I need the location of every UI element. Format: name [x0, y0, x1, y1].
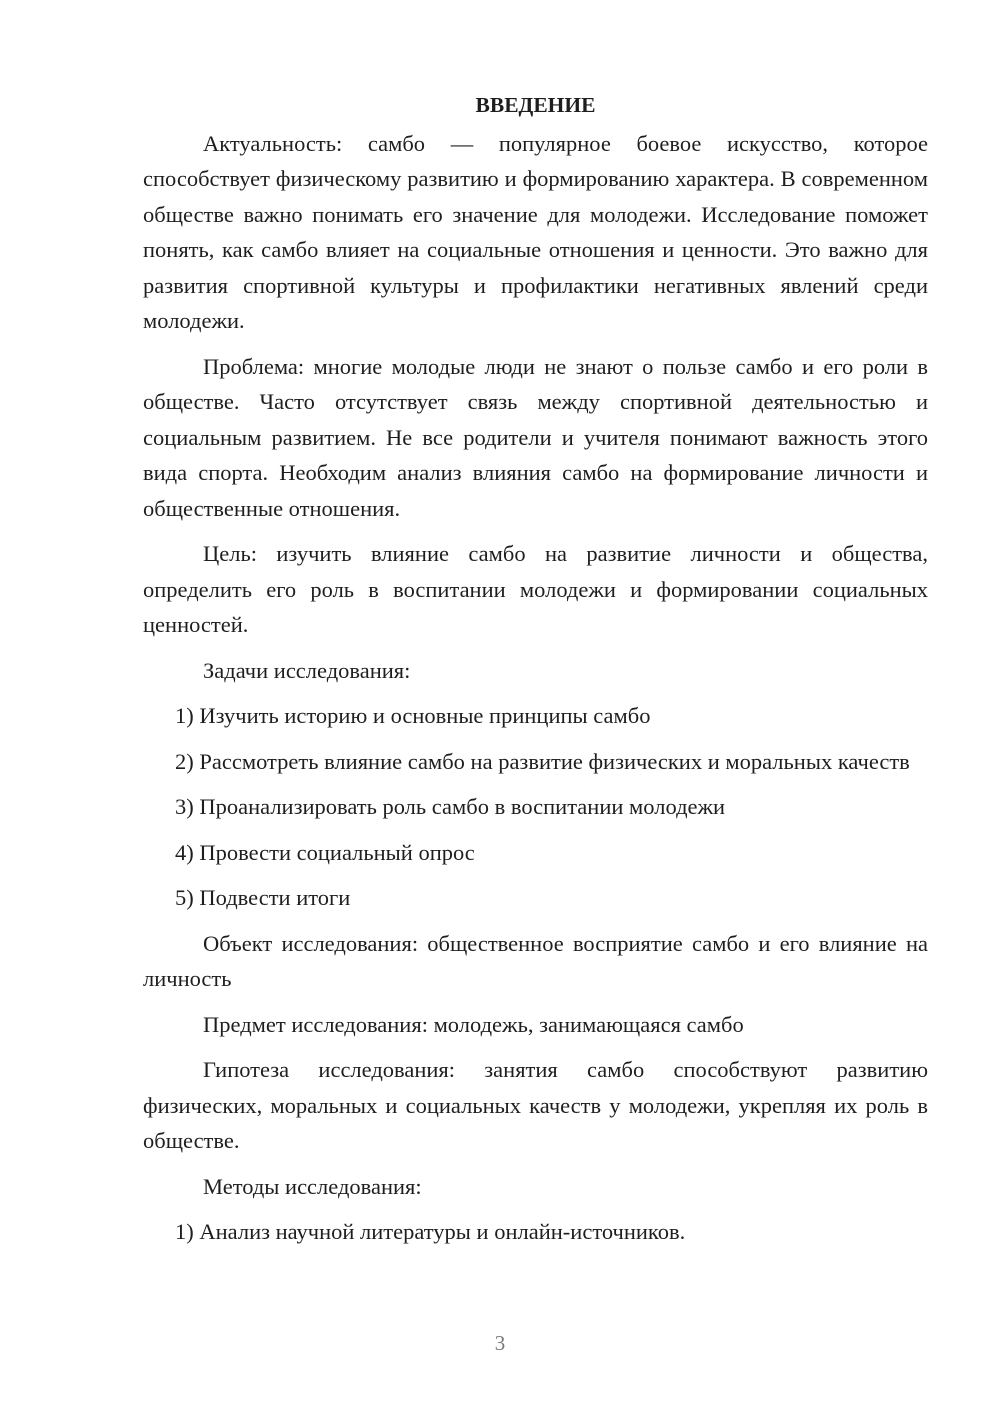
methods-heading: Методы исследования: [203, 1173, 422, 1199]
method-item-1: 1) Анализ научной литературы и онлайн-источников. [175, 1219, 686, 1244]
page-number: 3 [494, 1331, 506, 1355]
tasks-heading: Задачи исследования: [203, 657, 411, 683]
page-title: ВВЕДЕНИЕ [475, 93, 596, 117]
hypothesis-paragraph: Гипотеза исследования: занятия самбо способствуют развитию физических, моральных и социальных качеств у молодежи, укрепляя их роль в обществе. [143, 1057, 928, 1153]
document-page [143, 88, 928, 1260]
task-item-5: 5) Подвести итоги [175, 885, 351, 910]
relevance-paragraph: Актуальность: самбо — популярное боевое искусство, которое способствует физическому развитию и формированию характера. В современном обществе важно понимать его значение для молодежи. Исследование поможет понять, как самбо влияет на социальные отношения и ценности. Это важно для развития спортивной культуры и профилактики негативных явлений среди молодежи. [143, 130, 928, 333]
task-item-1: 1) Изучить историю и основные принципы самбо [175, 703, 651, 728]
problem-paragraph: Проблема: многие молодые люди не знают о пользе самбо и его роли в обществе. Часто отсутствует связь между спортивной деятельностью и социальным развитием. Не все родители и учителя понимают важность этого вида спорта. Необходим анализ влияния самбо на формирование личности и общественные отношения. [143, 353, 928, 521]
goal-paragraph: Цель: изучить влияние самбо на развитие личности и общества, определить его роль в воспитании молодежи и формировании социальных ценностей. [143, 541, 928, 637]
object-paragraph: Объект исследования: общественное восприятие самбо и его влияние на личность [143, 930, 928, 991]
task-item-3: 3) Проанализировать роль самбо в воспитании молодежи [175, 794, 726, 819]
task-item-4: 4) Провести социальный опрос [175, 839, 475, 865]
task-item-2: 2) Рассмотреть влияние самбо на развитие физических и моральных качеств [175, 748, 910, 774]
subject-paragraph: Предмет исследования: молодежь, занимающаяся самбо [203, 1011, 744, 1037]
